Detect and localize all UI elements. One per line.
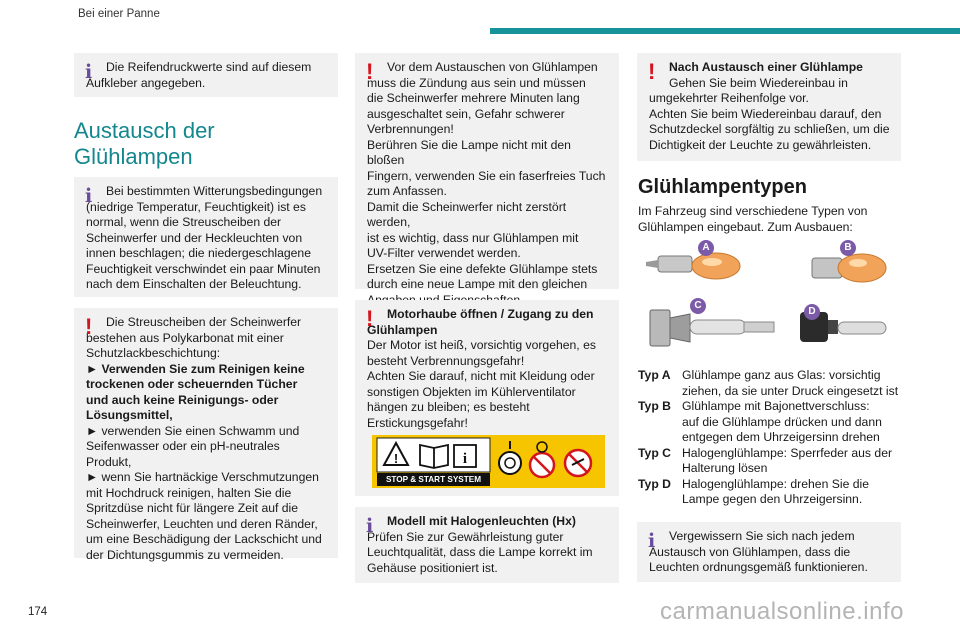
section-heading [74, 118, 215, 170]
page-number: 174 [28, 606, 48, 618]
warning-pictogram [372, 435, 605, 488]
info-box-check-lights [637, 522, 901, 582]
svg-text:!: ! [393, 451, 399, 466]
warning-title: Motorhaube öffnen / Zugang zu den Glühlampen [367, 307, 594, 337]
warning-text: Vor dem Austauschen von Glühlampen muss die Zündung aus sein und müssen die Scheinwerfer mehrere Minuten lang ausgeschaltet sein, Gefahr schwerer Verbrennungen! Berühren Sie die Lampe nicht mit den bloßen Fingern, verwenden Sie ein faserfreies Tuch zum Anfassen. Damit die Scheinwerfer nicht zerstört werden, ist es wichtig, dass nur Glühlampen mit UV-Filter verwendet werden. Ersetzen Sie eine defekte Glühlampe stets durch eine neue Lampe mit den gleichen [367, 60, 606, 291]
heading-line-2: Glühlampen [74, 144, 193, 169]
info-icon: i [85, 61, 93, 83]
info-text: Vergewissern Sie sich nach jedem Austausch von Glühlampen, dass die Leuchten ordnungsgemäß funktionieren. [649, 529, 868, 574]
warning-text: Gehen Sie beim Wiedereinbau in umgekehrter Reihenfolge vor. Achten Sie beim Wiedereinbau darauf, den Schutzdeckel sorgfältig zu schließen, um die Dichtigkeit der Leuchte zu gewährleisten. [649, 75, 890, 152]
bulb-types-intro: Im Fahrzeug sind verschiedene Typen von Glühlampen eingebaut. Zum Ausbauen: [638, 204, 868, 234]
warning-text: ► verwenden Sie einen Schwamm und Seifenwasser oder ein pH-neutrales Produkt, ► wenn Sie hartnäckige Verschmutzungen mit Hochdruck reinigen, halten Sie die Spritzdüse nicht für längere Zeit auf die Scheinwerfer, Leuchten und deren Ränder, um eine Beschädigung der Lackschicht und der Dichtungsgummis zu vermeiden. [86, 423, 322, 562]
info-box-condensation [74, 177, 338, 297]
warning-intro: Die Streuscheiben der Scheinwerfer bestehen aus Polykarbonat mit einer Schutzlackbeschichtung: [86, 315, 302, 360]
bulb-illustrations [640, 238, 900, 360]
info-box-halogen [355, 507, 619, 583]
watermark: carmanualsonline.info [660, 598, 904, 625]
info-text: Prüfen Sie zur Gewährleistung guter Leuchtqualität, dass die Lampe korrekt im Gehäuse positioniert ist. [367, 529, 593, 575]
warning-icon: ! [648, 59, 656, 84]
svg-text:i: i [462, 451, 468, 467]
section-title: Bei einer Panne [78, 8, 160, 20]
bulb-label-a: A [698, 240, 714, 256]
warning-icon: ! [85, 314, 93, 339]
bulb-type-row [638, 368, 908, 399]
info-text: Bei bestimmten Witterungsbedingungen (niedrige Temperatur, Feuchtigkeit) ist es normal, wenn die Streuscheiben der Scheinwerfer und der Heckleuchten von innen beschlagen; die niedergeschlagene Feuchtigkeit verschwindet ein paar Minuten nach dem Einschalten der Beleuchtung. [86, 184, 323, 291]
bulb-type-row [638, 399, 908, 446]
bulb-type-desc: Glühlampe mit Bajonettverschluss: auf die Glühlampe drücken und dann entgegen dem Uhrzeigersinn drehen [682, 399, 882, 444]
bulb-type-row [638, 477, 908, 508]
bulb-type-desc: Halogenglühlampe: drehen Sie die Lampe gegen den Uhrzeigersinn. [682, 476, 870, 506]
bulb-type-row [638, 446, 908, 477]
info-box-tire-pressure [74, 53, 338, 97]
warning-bold-text: ► Verwenden Sie zum Reinigen keine trockenen oder scheuernden Tücher und auch keine Reinigungs- oder Lösungsmittel, [86, 361, 305, 422]
stop-start-label: STOP & START SYSTEM [377, 473, 490, 486]
bulb-type-list [638, 368, 908, 508]
warning-box-before-replacing [355, 53, 619, 289]
bulb-types-heading: Glühlampentypen [638, 176, 807, 198]
warning-box-lens-cleaning [74, 308, 338, 562]
warning-title: Nach Austausch einer Glühlampe [669, 60, 863, 74]
bulb-drawings [640, 238, 900, 360]
bulb-type-key: Typ A [638, 368, 671, 382]
info-icon: i [85, 185, 93, 207]
heading-line-1: Austausch der [74, 118, 215, 143]
bulb-label-c: C [690, 298, 706, 314]
info-title: Modell mit Halogenleuchten (Hx) [387, 514, 576, 528]
warning-icon: ! [366, 306, 374, 331]
info-icon: i [366, 515, 374, 537]
bulb-label-b: B [840, 240, 856, 256]
bulb-type-desc: Glühlampe ganz aus Glas: vorsichtig ziehen, da sie unter Druck eingesetzt ist [682, 368, 899, 398]
info-text: Die Reifendruckwerte sind auf diesem Aufkleber angegeben. [86, 60, 312, 90]
warning-text: Der Motor ist heiß, vorsichtig vorgehen, es besteht Verbrennungsgefahr! Achten Sie darauf, nicht mit Kleidung oder sonstigen Objekten im Kühlerventilator hängen zu bleiben; es besteht Erstickungsgefahr! [367, 338, 596, 430]
info-icon: i [648, 530, 656, 552]
bulb-type-key: Typ D [638, 476, 671, 491]
header-accent-bar [490, 28, 960, 34]
bulb-type-key: Typ C [638, 445, 671, 460]
warning-icon: ! [366, 59, 374, 84]
bulb-label-d: D [804, 304, 820, 320]
warning-box-after-replacing [637, 53, 901, 161]
bulb-type-desc: Halogenglühlampe: Sperrfeder aus der Halterung lösen [682, 445, 893, 475]
bulb-type-key: Typ B [638, 399, 671, 413]
